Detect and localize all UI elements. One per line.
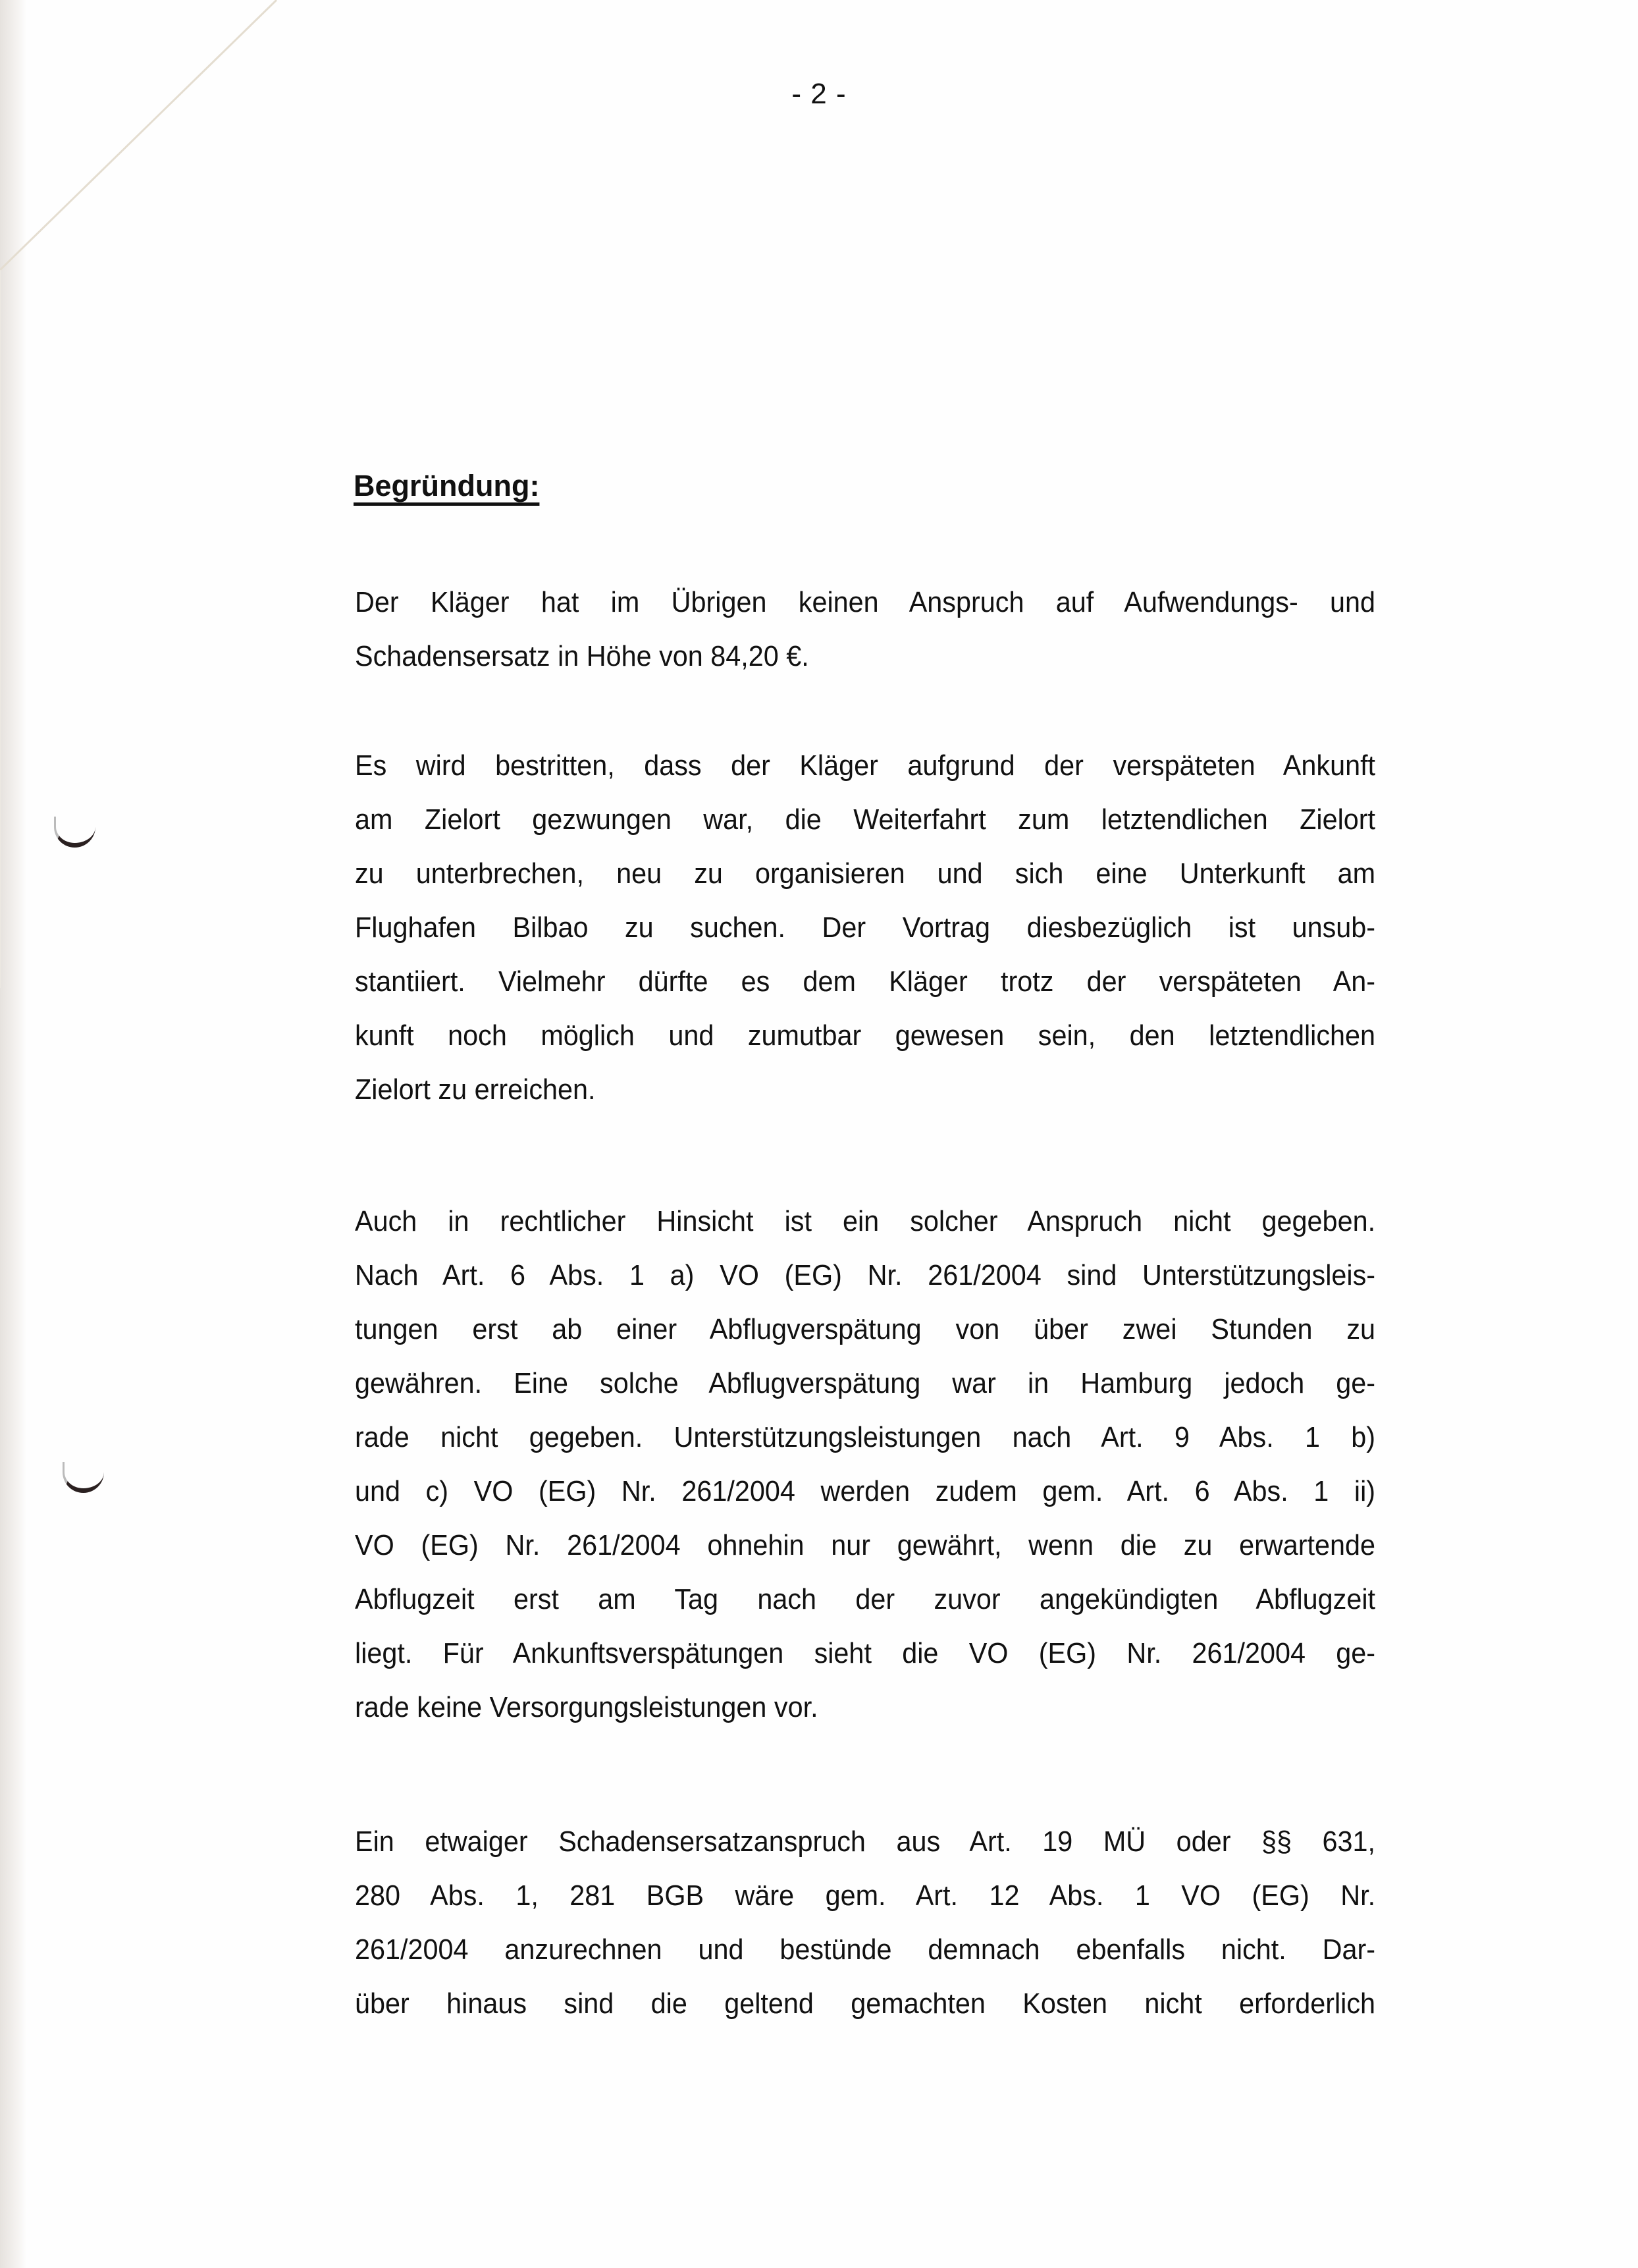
text-line: 280 Abs. 1, 281 BGB wäre gem. Art. 12 Abs. 1 VO (EG) Nr. bbox=[355, 1879, 1376, 1912]
text-line: über hinaus sind die geltend gemachten Kosten nicht erforderlich bbox=[355, 1987, 1376, 2020]
paragraph-4 bbox=[355, 1815, 1375, 2031]
page-number: - 2 - bbox=[791, 78, 847, 110]
punch-hole-mark bbox=[63, 1462, 104, 1493]
text-line: 261/2004 anzurechnen und bestünde demnach ebenfalls nicht. Dar- bbox=[355, 1933, 1376, 1966]
text-line: Schadensersatz in Höhe von 84,20 €. bbox=[355, 640, 809, 672]
text-line: Nach Art. 6 Abs. 1 a) VO (EG) Nr. 261/2004 sind Unterstützungsleis- bbox=[355, 1259, 1376, 1291]
text-line: rade keine Versorgungsleistungen vor. bbox=[355, 1691, 818, 1723]
text-line: Abflugzeit erst am Tag nach der zuvor angekündigten Abflugzeit bbox=[355, 1583, 1376, 1615]
text-line: Der Kläger hat im Übrigen keinen Anspruch auf Aufwendungs- und bbox=[355, 586, 1376, 618]
text-line: zu unterbrechen, neu zu organisieren und sich eine Unterkunft am bbox=[355, 857, 1376, 890]
section-heading: Begründung: bbox=[354, 469, 540, 502]
text-line: gewähren. Eine solche Abflugverspätung war in Hamburg jedoch ge- bbox=[355, 1367, 1376, 1399]
text-line: Ein etwaiger Schadensersatzanspruch aus Art. 19 MÜ oder §§ 631, bbox=[355, 1825, 1376, 1858]
text-line: VO (EG) Nr. 261/2004 ohnehin nur gewährt, wenn die zu erwartende bbox=[355, 1529, 1376, 1561]
text-line: stantiiert. Vielmehr dürfte es dem Kläger trotz der verspäteten An- bbox=[355, 965, 1376, 998]
text-line: Zielort zu erreichen. bbox=[355, 1073, 596, 1106]
paper-fold-line bbox=[0, 0, 283, 988]
text-line: tungen erst ab einer Abflugverspätung von über zwei Stunden zu bbox=[355, 1313, 1376, 1345]
text-line: am Zielort gezwungen war, die Weiterfahrt zum letztendlichen Zielort bbox=[355, 803, 1376, 836]
paragraph-1 bbox=[355, 576, 1375, 684]
text-line: kunft noch möglich und zumutbar gewesen sein, den letztendlichen bbox=[355, 1019, 1376, 1052]
text-line: und c) VO (EG) Nr. 261/2004 werden zudem gem. Art. 6 Abs. 1 ii) bbox=[355, 1475, 1376, 1507]
text-line: Es wird bestritten, dass der Kläger aufgrund der verspäteten Ankunft bbox=[355, 749, 1376, 782]
text-line: Auch in rechtlicher Hinsicht ist ein solcher Anspruch nicht gegeben. bbox=[355, 1205, 1376, 1237]
paragraph-2 bbox=[355, 739, 1375, 1117]
text-line: liegt. Für Ankunftsverspätungen sieht die VO (EG) Nr. 261/2004 ge- bbox=[355, 1637, 1376, 1669]
text-line: rade nicht gegeben. Unterstützungsleistungen nach Art. 9 Abs. 1 b) bbox=[355, 1421, 1376, 1453]
paragraph-3 bbox=[355, 1195, 1375, 1735]
text-line: Flughafen Bilbao zu suchen. Der Vortrag diesbezüglich ist unsub- bbox=[355, 911, 1376, 944]
